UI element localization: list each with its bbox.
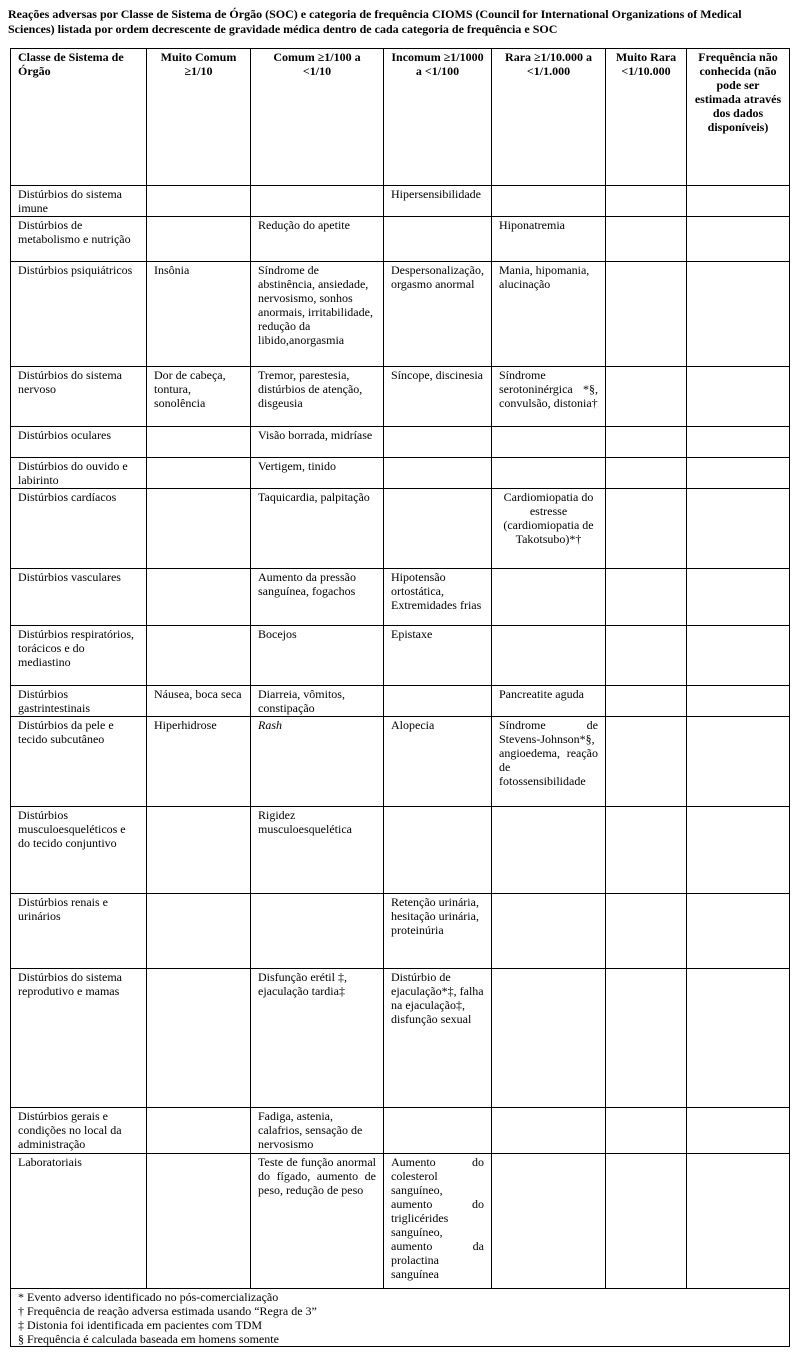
uncommon-cell: Distúrbio de ejaculação*‡, falha na ejaculação‡, disfunção sexual: [384, 969, 492, 1108]
uncommon-cell: [384, 489, 492, 569]
uncommon-cell: Aumento do colesterol sanguíneo, aumento do triglicérides sanguíneo, aumento da prolactina sanguínea: [384, 1154, 492, 1289]
very-common-cell: [147, 626, 251, 686]
uncommon-cell: Despersonalização, orgasmo anormal: [384, 262, 492, 367]
unknown-frequency-cell: [687, 217, 790, 262]
uncommon-cell: Epistaxe: [384, 626, 492, 686]
rare-cell: Cardiomiopatia do estresse (cardiomiopatia de Takotsubo)*†: [492, 489, 606, 569]
common-cell: Síndrome de abstinência, ansiedade, nervosismo, sonhos anormais, irritabilidade, redução da libido,anorgasmia: [251, 262, 384, 367]
common-cell: Rash: [251, 717, 384, 807]
table-row: [11, 686, 790, 717]
unknown-frequency-cell: [687, 569, 790, 626]
soc-cell: Distúrbios do sistema nervoso: [11, 367, 147, 427]
very-common-cell: [147, 489, 251, 569]
unknown-frequency-cell: [687, 807, 790, 894]
uncommon-cell: [384, 427, 492, 458]
unknown-frequency-cell: [687, 489, 790, 569]
very-rare-cell: [606, 807, 687, 894]
header-cell-very-rare: Muito Rara <1/10.000: [606, 49, 687, 186]
soc-cell: Distúrbios vasculares: [11, 569, 147, 626]
soc-cell: Distúrbios do sistema reprodutivo e mamas: [11, 969, 147, 1108]
very-common-cell: [147, 894, 251, 969]
unknown-frequency-cell: [687, 1108, 790, 1154]
uncommon-cell: Alopecia: [384, 717, 492, 807]
table-row: [11, 1154, 790, 1289]
uncommon-cell: [384, 807, 492, 894]
very-rare-cell: [606, 969, 687, 1108]
table-row: [11, 569, 790, 626]
very-rare-cell: [606, 489, 687, 569]
footnote: ‡ Distonia foi identificada em pacientes com TDM: [18, 1318, 263, 1332]
very-common-cell: [147, 217, 251, 262]
table-row: [11, 489, 790, 569]
very-rare-cell: [606, 686, 687, 717]
rare-cell: [492, 427, 606, 458]
uncommon-cell: [384, 458, 492, 489]
rare-cell: [492, 969, 606, 1108]
table-row: [11, 807, 790, 894]
rare-cell: Síndrome de Stevens-Johnson*§, angioedema, reação de fotossensibilidade: [492, 717, 606, 807]
table-row: [11, 894, 790, 969]
soc-cell: Distúrbios do ouvido e labirinto: [11, 458, 147, 489]
very-rare-cell: [606, 262, 687, 367]
very-common-cell: [147, 1154, 251, 1289]
uncommon-cell: Hipotensão ortostática, Extremidades frias: [384, 569, 492, 626]
common-cell: [251, 894, 384, 969]
very-common-cell: [147, 427, 251, 458]
soc-cell: Distúrbios cardíacos: [11, 489, 147, 569]
rare-cell: [492, 626, 606, 686]
unknown-frequency-cell: [687, 367, 790, 427]
soc-cell: Distúrbios de metabolismo e nutrição: [11, 217, 147, 262]
unknown-frequency-cell: [687, 626, 790, 686]
common-cell: Redução do apetite: [251, 217, 384, 262]
footnotes-row: [11, 1289, 790, 1347]
very-rare-cell: [606, 427, 687, 458]
very-common-cell: Dor de cabeça, tontura, sonolência: [147, 367, 251, 427]
rare-cell: [492, 458, 606, 489]
common-cell: Taquicardia, palpitação: [251, 489, 384, 569]
common-cell: Rigidez musculoesquelética: [251, 807, 384, 894]
table-row: [11, 1108, 790, 1154]
unknown-frequency-cell: [687, 458, 790, 489]
uncommon-cell: [384, 1108, 492, 1154]
very-rare-cell: [606, 717, 687, 807]
soc-cell: Distúrbios gerais e condições no local da administração: [11, 1108, 147, 1154]
table-row: [11, 969, 790, 1108]
rare-cell: Hiponatremia: [492, 217, 606, 262]
soc-cell: Distúrbios gastrintestinais: [11, 686, 147, 717]
uncommon-cell: [384, 217, 492, 262]
adverse-reactions-table: [10, 48, 790, 1347]
header-cell-rare: Rara ≥1/10.000 a <1/1.000: [492, 49, 606, 186]
footnote: † Frequência de reação adversa estimada usando “Regra de 3”: [18, 1304, 317, 1318]
unknown-frequency-cell: [687, 427, 790, 458]
very-common-cell: Hiperhidrose: [147, 717, 251, 807]
table-row: [11, 186, 790, 217]
footnote: * Evento adverso identificado no pós-comercialização: [18, 1290, 279, 1304]
rare-cell: [492, 1154, 606, 1289]
rare-cell: [492, 1108, 606, 1154]
unknown-frequency-cell: [687, 686, 790, 717]
table-row: [11, 217, 790, 262]
table-row: [11, 427, 790, 458]
common-cell: [251, 186, 384, 217]
table-row: [11, 717, 790, 807]
unknown-frequency-cell: [687, 894, 790, 969]
common-cell: Diarreia, vômitos, constipação: [251, 686, 384, 717]
table-row: [11, 367, 790, 427]
header-cell-very-common: Muito Comum ≥1/10: [147, 49, 251, 186]
common-cell: Disfunção erétil ‡, ejaculação tardia‡: [251, 969, 384, 1108]
very-common-cell: [147, 569, 251, 626]
soc-cell: Distúrbios psiquiátricos: [11, 262, 147, 367]
soc-cell: Distúrbios da pele e tecido subcutâneo: [11, 717, 147, 807]
unknown-frequency-cell: [687, 717, 790, 807]
very-rare-cell: [606, 1108, 687, 1154]
header-row: [11, 49, 790, 186]
rare-cell: Pancreatite aguda: [492, 686, 606, 717]
very-rare-cell: [606, 217, 687, 262]
very-rare-cell: [606, 186, 687, 217]
uncommon-cell: Retenção urinária, hesitação urinária, proteinúria: [384, 894, 492, 969]
soc-cell: Distúrbios oculares: [11, 427, 147, 458]
footnotes-cell: [11, 1289, 790, 1347]
common-cell: Vertigem, tinido: [251, 458, 384, 489]
common-cell: Tremor, parestesia, distúrbios de atenção, disgeusia: [251, 367, 384, 427]
table-row: [11, 626, 790, 686]
footnote: § Frequência é calculada baseada em homens somente: [18, 1332, 279, 1346]
soc-cell: Distúrbios do sistema imune: [11, 186, 147, 217]
rare-cell: Síndrome serotoninérgica *§, convulsão, distonia†: [492, 367, 606, 427]
very-rare-cell: [606, 569, 687, 626]
common-cell: Bocejos: [251, 626, 384, 686]
very-common-cell: [147, 969, 251, 1108]
rare-cell: [492, 807, 606, 894]
very-rare-cell: [606, 1154, 687, 1289]
rare-cell: [492, 569, 606, 626]
uncommon-cell: Hipersensibilidade: [384, 186, 492, 217]
very-rare-cell: [606, 894, 687, 969]
very-common-cell: [147, 1108, 251, 1154]
unknown-frequency-cell: [687, 1154, 790, 1289]
uncommon-cell: Síncope, discinesia: [384, 367, 492, 427]
very-rare-cell: [606, 367, 687, 427]
very-common-cell: [147, 807, 251, 894]
soc-cell: Laboratoriais: [11, 1154, 147, 1289]
very-common-cell: Insônia: [147, 262, 251, 367]
header-cell-common: Comum ≥1/100 a <1/10: [251, 49, 384, 186]
header-cell-soc: Classe de Sistema de Órgão: [11, 49, 147, 186]
very-rare-cell: [606, 626, 687, 686]
common-cell: Aumento da pressão sanguínea, fogachos: [251, 569, 384, 626]
rare-cell: [492, 894, 606, 969]
header-cell-unknown: Frequência não conhecida (não pode ser estimada através dos dados disponíveis): [687, 49, 790, 186]
table-caption: Reações adversas por Classe de Sistema de Órgão (SOC) e categoria de frequência CIOMS (Council for International Organizations of Medical Sciences) listada por ordem decrescente de gravidade médica dentro de cada categoria de frequência e SOC: [8, 7, 742, 36]
header-cell-uncommon: Incomum ≥1/1000 a <1/100: [384, 49, 492, 186]
uncommon-cell: [384, 686, 492, 717]
common-cell: Visão borrada, midríase: [251, 427, 384, 458]
unknown-frequency-cell: [687, 969, 790, 1108]
common-cell: Fadiga, astenia, calafrios, sensação de nervosismo: [251, 1108, 384, 1154]
unknown-frequency-cell: [687, 186, 790, 217]
unknown-frequency-cell: [687, 262, 790, 367]
very-rare-cell: [606, 458, 687, 489]
rare-cell: [492, 186, 606, 217]
table-row: [11, 458, 790, 489]
very-common-cell: [147, 186, 251, 217]
very-common-cell: Náusea, boca seca: [147, 686, 251, 717]
table-row: [11, 262, 790, 367]
soc-cell: Distúrbios musculoesqueléticos e do tecido conjuntivo: [11, 807, 147, 894]
very-common-cell: [147, 458, 251, 489]
rare-cell: Mania, hipomania, alucinação: [492, 262, 606, 367]
soc-cell: Distúrbios respiratórios, torácicos e do mediastino: [11, 626, 147, 686]
soc-cell: Distúrbios renais e urinários: [11, 894, 147, 969]
common-cell: Teste de função anormal do fígado, aumento de peso, redução de peso: [251, 1154, 384, 1289]
